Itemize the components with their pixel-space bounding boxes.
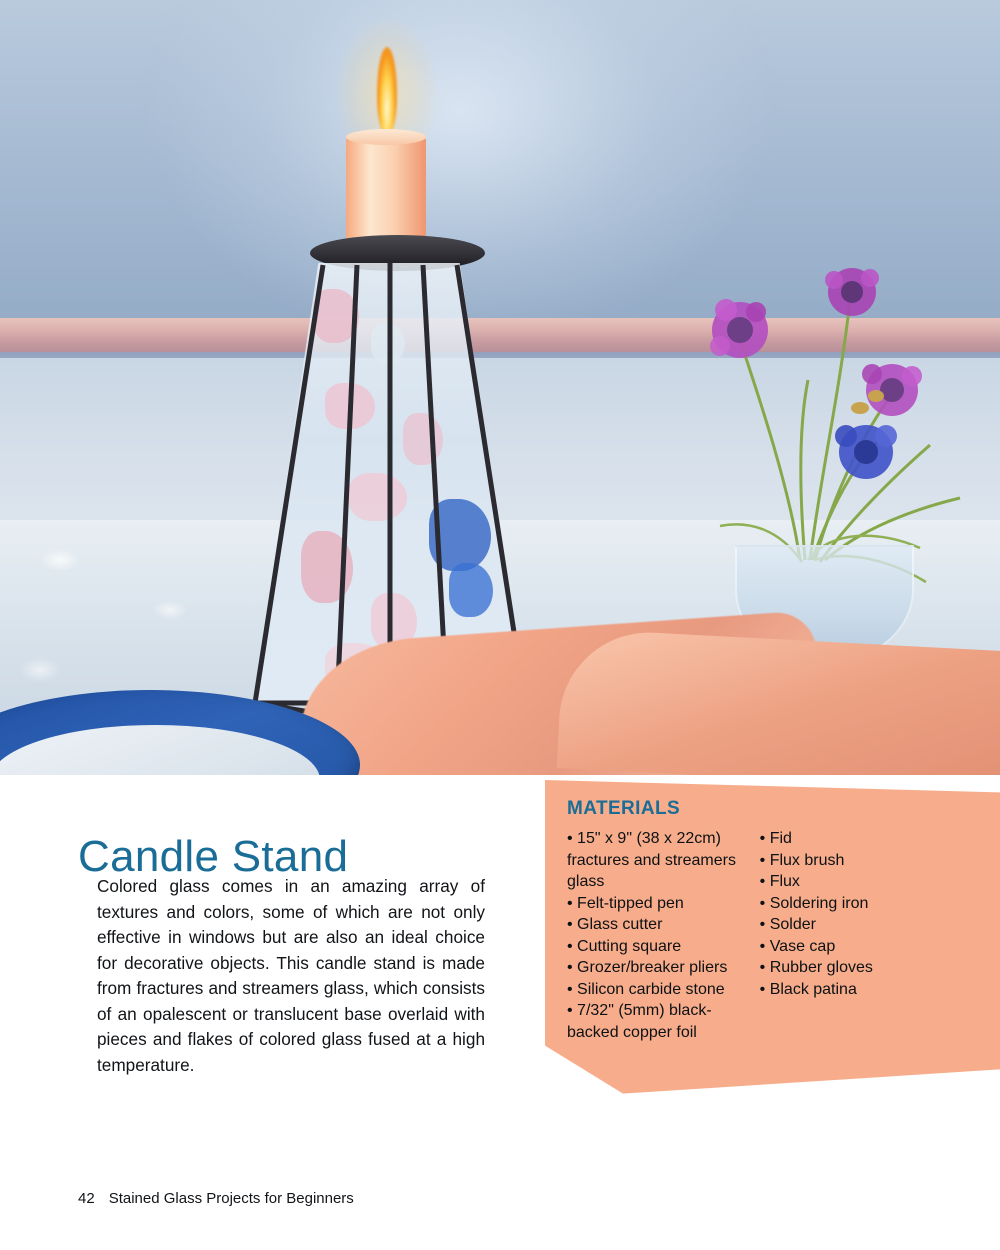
book-title: Stained Glass Projects for Beginners bbox=[108, 1190, 354, 1207]
materials-list-right bbox=[760, 828, 897, 1043]
list-item: • Fid bbox=[759, 830, 792, 847]
photo-candle bbox=[346, 135, 426, 240]
list-item: • Solder bbox=[759, 916, 816, 933]
list-item: • Cutting square bbox=[567, 937, 682, 955]
page-title: Candle Stand bbox=[78, 832, 349, 882]
photo-napkin-fold bbox=[557, 628, 1000, 775]
materials-panel-content bbox=[567, 798, 897, 1043]
materials-columns bbox=[567, 828, 897, 1043]
list-item-label: Cutting square bbox=[577, 937, 682, 955]
page-footer bbox=[78, 1190, 354, 1207]
page-content bbox=[0, 775, 1000, 1250]
list-item-label: 15" x 9" (38 x 22cm) fractures and streamers glass bbox=[567, 830, 736, 890]
body-paragraph: Colored glass comes in an amazing array of textures and colors, some of which are not only effective in windows but are also an ideal choice for decorative objects. This candle stand is made from fractures and streamers glass, which consists of an opalescent or translucent base overlaid with pieces and flakes of colored glass fused at a high temperature. bbox=[97, 876, 485, 1075]
list-item: • 7/32" (5mm) black-backed copper foil bbox=[567, 1002, 712, 1041]
list-item-label: Glass cutter bbox=[577, 916, 663, 933]
list-item-label: Flux brush bbox=[769, 851, 845, 869]
list-item-label: Fid bbox=[769, 830, 792, 847]
list-item: • 15" x 9" (38 x 22cm) fractures and streamers glass bbox=[567, 830, 736, 890]
list-item: • Grozer/breaker pliers bbox=[567, 959, 728, 976]
list-item-label: Black patina bbox=[769, 980, 857, 998]
materials-panel bbox=[545, 780, 1000, 1100]
photo-flame bbox=[377, 47, 397, 135]
list-item: • Silicon carbide stone bbox=[567, 980, 725, 998]
list-item-label: 7/32" (5mm) black-backed copper foil bbox=[567, 1002, 712, 1041]
materials-heading: MATERIALS bbox=[567, 798, 681, 819]
list-item-label: Rubber gloves bbox=[769, 959, 873, 976]
list-item-label: Soldering iron bbox=[769, 894, 869, 912]
list-item: • Felt-tipped pen bbox=[567, 894, 684, 912]
list-item: • Glass cutter bbox=[567, 916, 663, 933]
photo-candle-top bbox=[346, 129, 426, 145]
list-item-label: Flux bbox=[769, 873, 800, 890]
list-item: • Vase cap bbox=[759, 937, 836, 955]
list-item: • Black patina bbox=[759, 980, 857, 998]
list-item-label: Silicon carbide stone bbox=[577, 980, 725, 998]
list-item-label: Felt-tipped pen bbox=[577, 894, 684, 912]
list-item-label: Solder bbox=[769, 916, 816, 933]
materials-list-left bbox=[567, 828, 742, 1043]
list-item: • Flux brush bbox=[759, 851, 845, 869]
list-item-label: Vase cap bbox=[769, 937, 836, 955]
list-item: • Soldering iron bbox=[759, 894, 869, 912]
list-item: • Rubber gloves bbox=[759, 959, 873, 976]
list-item-label: Grozer/breaker pliers bbox=[577, 959, 728, 976]
list-item: • Flux bbox=[759, 873, 800, 890]
page-number: 42 bbox=[78, 1190, 95, 1207]
